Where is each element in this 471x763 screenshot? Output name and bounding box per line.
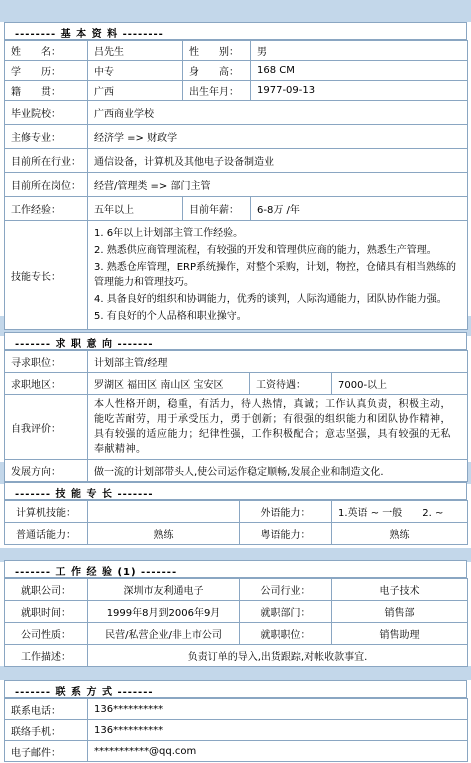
mandarin-label: 普通话能力：	[5, 523, 88, 545]
birth-label: 出生年月：	[183, 81, 251, 101]
nature-label: 公司性质：	[5, 623, 88, 645]
exp-label: 工作经验：	[5, 197, 88, 221]
height-value: 168 CM	[251, 61, 468, 81]
specialty-item: 5. 有良好的个人品格和职业操守。	[94, 311, 247, 322]
gender-label: 性 别：	[183, 41, 251, 61]
company-value: 深圳市友利通电子	[88, 579, 240, 601]
origin-label: 籍 贯：	[5, 81, 88, 101]
mobile-label: 联络手机：	[5, 720, 88, 741]
desc-label: 工作描述：	[5, 645, 88, 667]
pay-value: 7000-以上	[332, 373, 468, 395]
section-title-work: ------- 工 作 经 验 (1) -------	[15, 567, 178, 578]
origin-value: 广西	[88, 81, 183, 101]
role-value: 销售助理	[332, 623, 468, 645]
edu-label: 学 历：	[5, 61, 88, 81]
section-title-skills: ------- 技 能 专 长 -------	[15, 489, 154, 500]
area-label: 求职地区：	[5, 373, 88, 395]
section-title-job: ------- 求 职 意 向 -------	[15, 339, 154, 350]
language-value: 1.英语 ~ 一般 2. ~	[332, 501, 468, 523]
cantonese-label: 粤语能力：	[240, 523, 332, 545]
section-header-basic	[4, 22, 467, 40]
specialty-item: 4. 具备良好的组织和协调能力，优秀的谈判，人际沟通能力，团队协作能力强。	[94, 294, 447, 305]
pay-label: 工资待遇：	[250, 373, 332, 395]
cantonese-value: 熟练	[332, 523, 468, 545]
eval-label: 自我评价：	[5, 395, 88, 460]
school-label: 毕业院校：	[5, 101, 88, 125]
target-value: 计划部主管/经理	[88, 351, 468, 373]
comp-industry-label: 公司行业：	[240, 579, 332, 601]
position-label: 目前所在岗位：	[5, 173, 88, 197]
email-value[interactable]: ***********@qq.com	[88, 741, 468, 762]
section-header-contact	[4, 680, 467, 698]
section-header-job	[4, 332, 467, 350]
company-label: 就职公司：	[5, 579, 88, 601]
specialty-item: 1. 6年以上计划部主管工作经验。	[94, 228, 244, 239]
birth-value: 1977-09-13	[251, 81, 468, 101]
phone-label: 联系电话：	[5, 699, 88, 720]
gender-value: 男	[251, 41, 468, 61]
dev-value: 做一流的计划部带头人,使公司运作稳定顺畅,发展企业和制造文化.	[88, 460, 468, 482]
school-value: 广西商业学校	[88, 101, 468, 125]
specialty-item: 3. 熟悉仓库管理，ERP系统操作，对整个采购，计划，物控，仓储具有相当熟练的管理能力和管理技巧。	[94, 262, 457, 288]
specialty-item: 2. 熟悉供应商管理流程，有较强的开发和管理供应商的能力，熟悉生产管理。	[94, 245, 437, 256]
industry-label: 目前所在行业：	[5, 149, 88, 173]
dev-label: 发展方向：	[5, 460, 88, 482]
eval-value: 本人性格开朗，稳重，有活力，待人热情，真诚；工作认真负责，积极主动，能吃苦耐劳，用于承受压力，勇于创新；有很强的组织能力和团队协作精神，具有较强的适应能力；纪律性强，工作积极配合；意志坚强，具有较强的无私奉献精神。	[88, 395, 468, 460]
desc-value: 负责订单的导入,出货跟踪,对帐收款事宜.	[88, 645, 468, 667]
band-stripe-4	[0, 666, 471, 680]
name-label: 姓 名：	[5, 41, 88, 61]
mobile-value: 136**********	[88, 720, 468, 741]
dept-label: 就职部门：	[240, 601, 332, 623]
section-title-basic: -------- 基 本 资 料 --------	[15, 29, 164, 40]
major-label: 主修专业：	[5, 125, 88, 149]
nature-value: 民营/私营企业/非上市公司	[88, 623, 240, 645]
section-header-skills	[4, 482, 467, 500]
major-value: 经济学 => 财政学	[88, 125, 468, 149]
industry-value: 通信设备，计算机及其他电子设备制造业	[88, 149, 468, 173]
dept-value: 销售部	[332, 601, 468, 623]
section-header-work	[4, 560, 467, 578]
area-value: 罗湖区 福田区 南山区 宝安区	[88, 373, 250, 395]
email-label: 电子邮件：	[5, 741, 88, 762]
salary-label: 目前年薪：	[183, 197, 251, 221]
section-title-contact: ------- 联 系 方 式 -------	[15, 687, 154, 698]
edu-value: 中专	[88, 61, 183, 81]
computer-value	[88, 501, 240, 523]
language-label: 外语能力：	[240, 501, 332, 523]
basic-info-table	[4, 40, 468, 330]
name-value: 吕先生	[88, 41, 183, 61]
period-value: 1999年8月到2006年9月	[88, 601, 240, 623]
job-table	[4, 350, 468, 482]
skills-table	[4, 500, 468, 545]
salary-value: 6-8万 /年	[251, 197, 468, 221]
computer-label: 计算机技能：	[5, 501, 88, 523]
contact-table	[4, 698, 468, 762]
specialty-label: 技能专长：	[5, 221, 88, 330]
phone-value: 136**********	[88, 699, 468, 720]
period-label: 就职时间：	[5, 601, 88, 623]
exp-value: 五年以上	[88, 197, 183, 221]
top-stripe	[0, 0, 471, 22]
mandarin-value: 熟练	[88, 523, 240, 545]
role-label: 就职职位：	[240, 623, 332, 645]
specialty-list	[88, 221, 468, 330]
comp-industry-value: 电子技术	[332, 579, 468, 601]
height-label: 身 高：	[183, 61, 251, 81]
position-value: 经营/管理类 => 部门主管	[88, 173, 468, 197]
work-table	[4, 578, 468, 667]
target-label: 寻求职位：	[5, 351, 88, 373]
